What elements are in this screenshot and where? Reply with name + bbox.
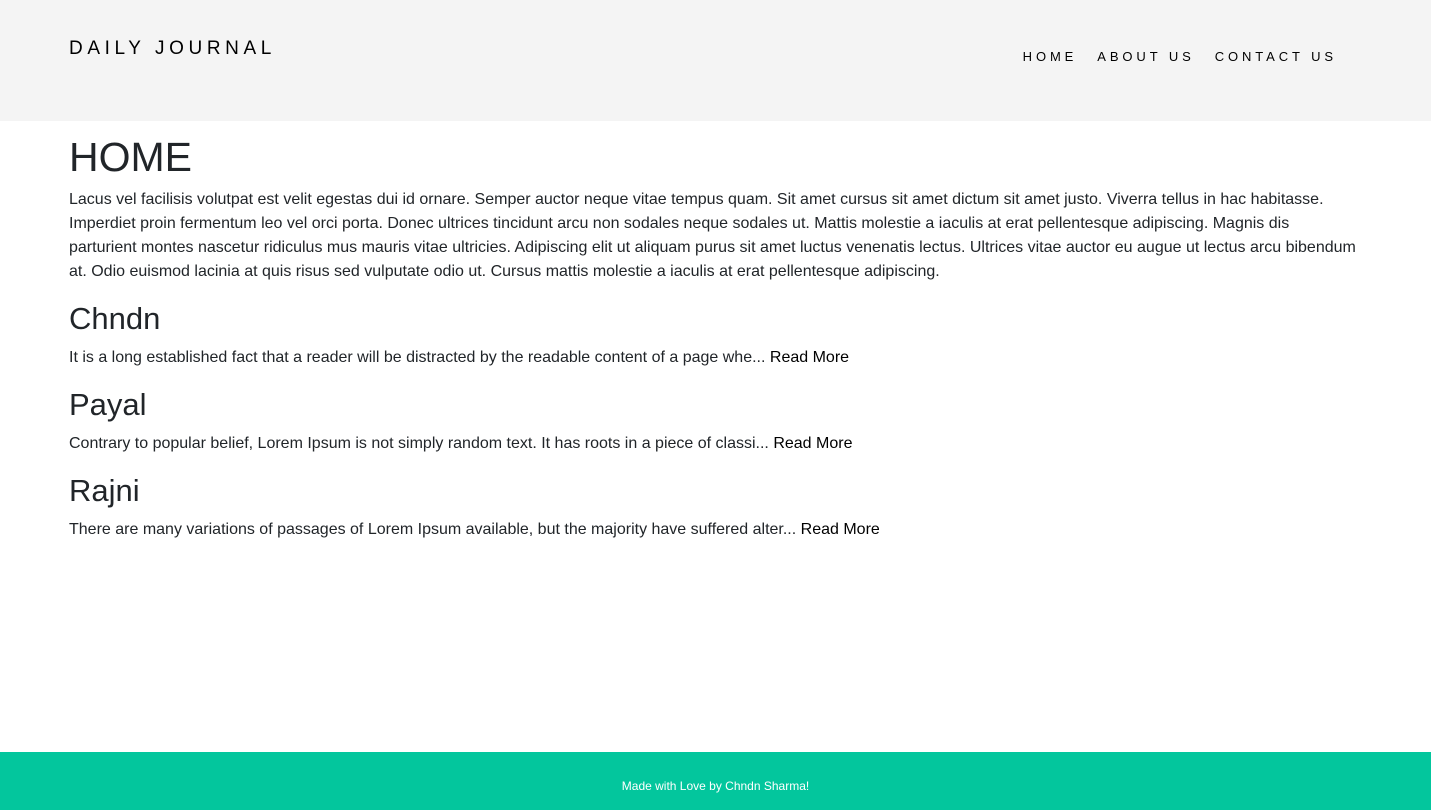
- post-title: Rajni: [69, 473, 140, 508]
- footer-text: Made with Love by Chndn Sharma!: [621, 778, 810, 793]
- post-excerpt: There are many variations of passages of Lorem Ipsum available, but the majority have suffered alter...: [69, 521, 797, 538]
- post-title: Payal: [69, 387, 147, 422]
- post-excerpt: It is a long established fact that a reader will be distracted by the readable content of a page whe...: [69, 349, 766, 366]
- post-excerpt: Contrary to popular belief, Lorem Ipsum is not simply random text. It has roots in a piece of classi...: [69, 435, 769, 452]
- read-more-link[interactable]: Read More: [800, 521, 880, 538]
- intro-paragraph: Lacus vel facilisis volutpat est velit egestas dui id ornare. Semper auctor neque vitae tempus quam. Sit amet cursus sit amet dictum sit amet justo. Viverra tellus in hac habitasse. Imperdiet proin fermentum leo vel orci porta. Donec ultrices tincidunt arcu non sodales neque sodales ut. Mattis molestie a iaculis at erat pellentesque adipiscing. Magnis dis parturient montes nascetur ridiculus mus mauris vitae ultricies. Adipiscing elit ut aliquam purus sit amet luctus venenatis lectus. Ultrices vitae auctor eu augue ut lectus arcu bibendum at. Odio euismod lacinia at quis risus sed vulputate odio ut. Cursus mattis molestie a iaculis at erat pellentesque adipiscing.: [69, 191, 1356, 280]
- footer: [0, 752, 1431, 810]
- post-excerpt-row: [69, 518, 1359, 542]
- post-item: [69, 386, 1359, 456]
- nav-contact-link[interactable]: CONTACT US: [1214, 49, 1337, 64]
- read-more-link[interactable]: Read More: [769, 349, 850, 366]
- read-more-link[interactable]: Read More: [773, 435, 853, 452]
- nav-links: [1023, 49, 1337, 64]
- post-excerpt-row: [69, 432, 1359, 456]
- post-item: [69, 300, 1359, 370]
- post-item: [69, 472, 1359, 542]
- post-excerpt-row: [69, 346, 1359, 370]
- nav-home-link[interactable]: HOME: [1022, 49, 1078, 64]
- nav-about-link[interactable]: ABOUT US: [1097, 49, 1195, 64]
- navbar: [0, 0, 1431, 121]
- brand-link[interactable]: DAILY JOURNAL: [69, 38, 276, 59]
- page-title: HOME: [69, 134, 192, 180]
- post-title: Chndn: [69, 301, 161, 336]
- main-content: [69, 121, 1359, 542]
